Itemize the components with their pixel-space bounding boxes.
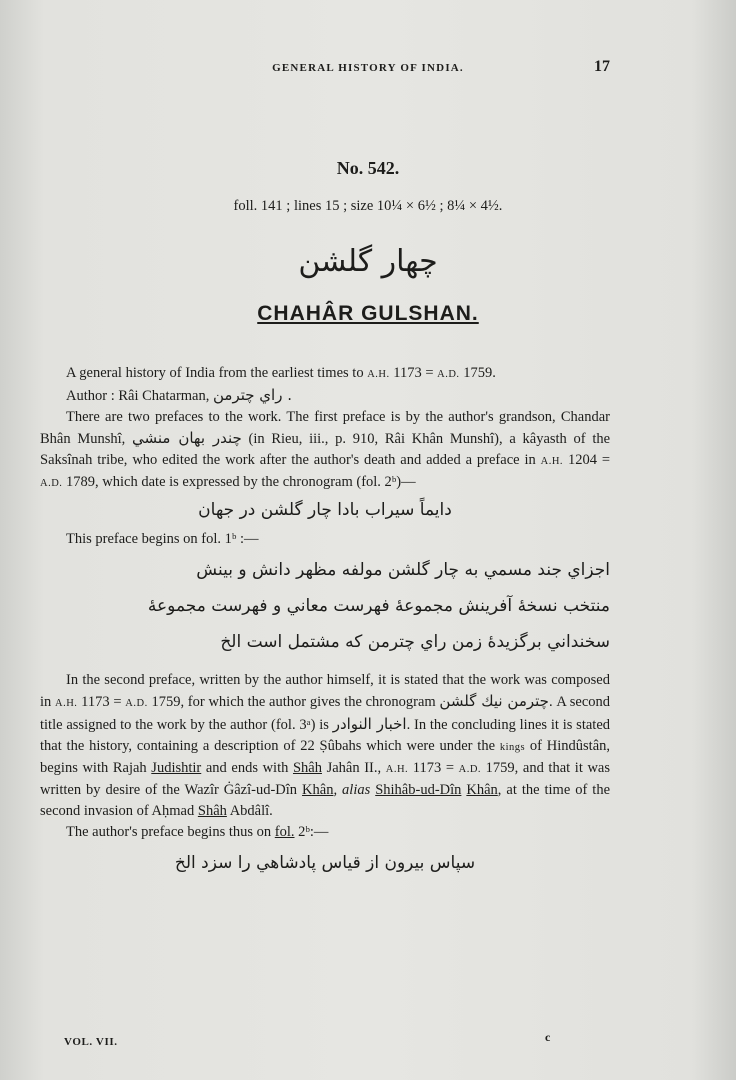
author-preface-text: The author's preface begins thus on [66,824,272,840]
abdali: Abdâlî. [229,803,273,819]
alias: , alias [333,782,371,798]
paragraph-preface-begins: This preface begins on fol. 1ᵇ :— [66,531,259,547]
entry-body [40,363,610,874]
paragraph-author-preface [40,822,610,843]
grandson-name-persian: چندر بهان منشي [132,429,242,447]
kings: kings [499,742,526,753]
title-latin-text: CHAHÂR GULSHAN. [257,302,479,325]
judishtir: Judishtir [151,760,202,776]
shah: Shâh [292,760,322,776]
era-ad: A.D. [40,478,63,489]
incipit-1 [40,552,610,660]
description-date: 1173 = [393,365,434,381]
author-preface-folio: 2ᵇ:— [298,824,329,840]
khan: Khân [302,782,334,798]
second-preface-text-2: 1759, for which the author gives the chronogram [151,694,436,710]
second-preface-text-3: . A second title assigned to the work by the author (fol. 3ᵃ) is [40,694,610,733]
era-ad: A.D. [437,369,460,380]
second-preface-date-2: 1173 = [412,760,455,776]
shah-2: Shâh [197,803,227,819]
collation-line: foll. 141 ; lines 15 ; size 10¼ × 6½ ; 8¼ × 4½. [233,198,503,214]
khan-munshi: Khân Munshî [411,431,495,447]
second-preface-text-9: , at the time of the second invasion of Aḥmad [40,782,610,819]
chronogram-1: دايماً سيراب بادا چار گلشن در جهان [198,500,452,520]
chronogram-2: چترمن نيك گلشن [439,692,549,710]
description-text: A general history of India from the earliest times to [66,365,364,381]
shihab: Shihâb-ud-Dîn [375,782,462,798]
volume-signature: VOL. VII. [64,1036,118,1048]
paragraph-prefaces [40,407,610,494]
paragraph-author [40,385,610,407]
era-ah: A.H. [367,369,390,380]
sheet-signature: c [545,1030,551,1044]
incipit-2: سپاس بيرون از قياس پادشاهي را سزد الخ [174,853,476,873]
era-ad: A.D. [458,764,482,775]
incipit-1-line-1: اجزاي جند مسمي به چار گلشن مولفه مظهر دانش و بينش [196,560,610,580]
entry-number: No. 542. [336,158,400,178]
second-preface-text-7: and ends with [205,760,289,776]
author-label: Author : [66,388,115,404]
second-preface-text-5: which were under the [366,738,496,754]
second-preface-date: 1173 = [81,694,122,710]
second-preface-text: In the second preface, written by the author himself, it is stated that the work was composed in [40,672,610,710]
title-latin [0,302,736,326]
author-name: Râi Chatarman, [118,388,210,404]
paragraph-second-preface [40,670,610,822]
subahs: Ṣûbahs [319,738,362,754]
era-ad: A.D. [125,698,148,709]
description-year: 1759. [463,365,496,381]
prefaces-text-3: 1789, which date is expressed by the chronogram (fol. 2ᵇ)— [66,474,416,490]
running-head: GENERAL HISTORY OF INDIA. [272,62,464,74]
title-persian: چهار گلشن [298,244,438,279]
second-preface-text-8: 1759, and that it was written by desire of the Wazîr Ġâzî-ud-Dîn [40,760,611,798]
grandson-name: Chandar Bhân Munshî, [40,409,610,447]
second-preface-text-6: of Hindûstân, begins with Rajah [40,738,611,776]
incipit-1-line-2: منتخب نسخهٔ آفرينش مجموعهٔ فهرست معاني و فهرست مجموعهٔ [147,596,610,616]
page-number: 17 [594,58,610,75]
era-ah: A.H. [385,764,409,775]
incipit-1-line-3: سخنداني برگزيدهٔ زمن راي چترمن كه مشتمل است الخ [220,632,610,652]
second-preface-text-4: . In the concluding lines it is stated that the history, containing a description of 22 [40,717,611,754]
preface-date: 1204 = [567,452,610,468]
era-ah: A.H. [540,456,564,467]
era-ah: A.H. [55,698,78,709]
rieu-reference: (in Rieu, iii., p. 910, Râi [248,431,405,447]
paragraph-description [40,363,610,385]
khan-2: Khân [466,782,498,798]
prefaces-text: There are two prefaces to the work. The first preface is by the author's grandson, [66,409,556,425]
second-title-persian: اخبار النوادر [332,715,407,733]
prefaces-text-2: ), a kâyasth of the Saksînah tribe, who edited the work after the author's death and added a preface in [40,431,611,468]
author-name-persian: راي چترمن . [213,386,292,404]
jahan: Jahân II., [326,760,382,776]
fol: fol. [274,824,295,840]
